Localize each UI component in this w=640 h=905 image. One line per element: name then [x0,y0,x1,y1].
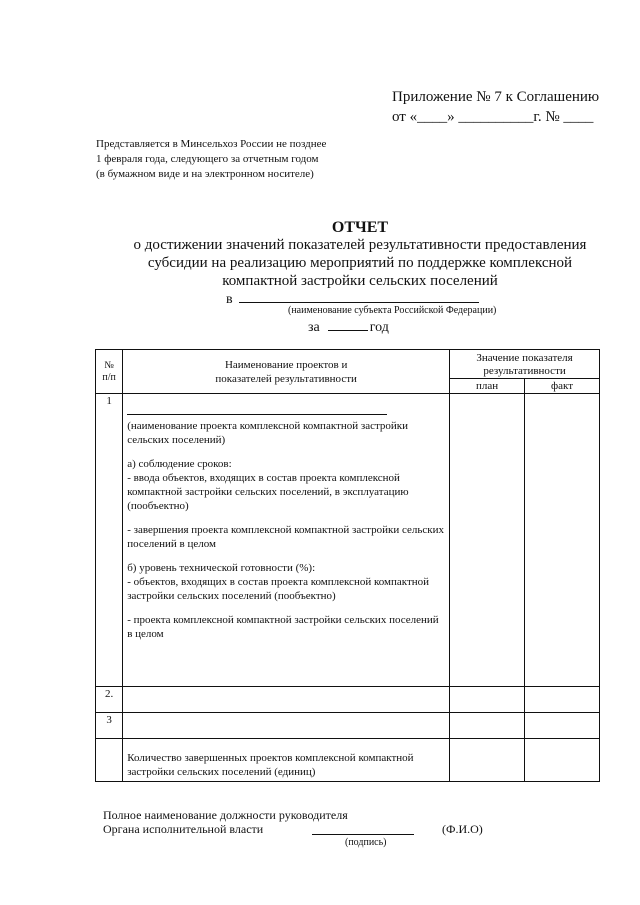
project-name-line[interactable] [127,400,387,415]
header-name [123,350,450,394]
block-b [127,561,445,603]
appendix-reference [392,87,599,127]
region-prefix: в [226,292,233,307]
row-3-plan[interactable] [450,713,525,739]
row-2-plan[interactable] [450,687,525,713]
submission-line-3: (в бумажном виде и на электронном носителе) [96,168,314,180]
row-1-fact[interactable] [525,394,600,687]
table-row-total [96,739,600,782]
region-caption: (наименование субъекта Российской Федерации) [288,305,497,316]
header-plan: план [450,379,525,394]
header-fact: факт [525,379,600,394]
report-subtitle [0,236,640,290]
period-blank-line[interactable] [328,318,368,331]
region-blank-line[interactable] [239,290,479,303]
block-a-item-1: - ввода объектов, входящих в состав проекта комплексной компактной застройки сельских поселений, в эксплуатацию (пообъектно) [127,472,409,512]
appendix-line-1: Приложение № 7 к Соглашению [392,89,600,105]
total-label-text: Количество завершенных проектов комплексной компактной застройки сельских поселений (единиц) [127,752,414,778]
submission-line-1: Представляется в Минсельхоз России не позднее [96,138,327,150]
header-name-line-2: показателей результативности [215,372,357,385]
header-value-line-2: результативности [483,365,566,377]
table-header-row [96,350,600,379]
project-caption: (наименование проекта комплексной компактной застройки сельских поселений) [127,420,409,446]
total-num [96,739,123,782]
header-num-label: № п/п [102,359,116,383]
period-suffix: год [369,320,389,335]
header-value [450,350,600,379]
appendix-line-2: от «____» __________г. № ____ [392,109,594,125]
footer-position-line-1: Полное наименование должности руководителя [103,808,348,822]
block-a [127,457,445,513]
submission-line-2: 1 февраля года, следующего за отчетным годом [96,153,319,165]
row-2-content[interactable] [123,687,450,713]
block-b-title: б) уровень технической готовности (%): [127,562,316,574]
report-title: ОТЧЕТ [331,219,389,236]
total-label [123,739,450,782]
signature-line[interactable] [312,822,414,835]
period-field [308,318,389,336]
row-3-num: 3 [96,713,123,739]
row-2-fact[interactable] [525,687,600,713]
signature-caption: (подпись) [345,837,387,848]
header-name-line-1: Наименование проектов и [224,358,348,371]
footer-position-line-2: Органа исполнительной власти [103,822,264,836]
submission-note [96,137,326,182]
subtitle-line-1: о достижении значений показателей результативности предоставления [133,237,587,253]
total-plan[interactable] [450,739,525,782]
row-1-plan[interactable] [450,394,525,687]
header-num [96,350,123,394]
block-a-item-2: - завершения проекта комплексной компактной застройки сельских поселений в целом [127,524,444,550]
block-b-item-2: - проекта комплексной компактной застройки сельских поселений в целом [127,614,439,640]
period-prefix: за [308,320,320,335]
row-3-fact[interactable] [525,713,600,739]
subtitle-line-2: субсидии на реализацию мероприятий по поддержке комплексной [147,255,573,271]
header-value-line-1: Значение показателя [476,352,573,364]
table-row [96,394,600,687]
table-row [96,713,600,739]
block-b-item-1: - объектов, входящих в состав проекта комплексной компактной застройки сельских поселений (пообъектно) [127,576,430,602]
row-1-num: 1 [96,394,123,687]
total-fact[interactable] [525,739,600,782]
table-row [96,687,600,713]
fio-label: (Ф.И.О) [442,822,483,836]
report-table [95,349,600,782]
row-1-content [123,394,450,687]
row-2-num: 2. [96,687,123,713]
subtitle-line-3: компактной застройки сельских поселений [222,273,498,289]
block-a-title: а) соблюдение сроков: [127,458,232,470]
row-3-content[interactable] [123,713,450,739]
